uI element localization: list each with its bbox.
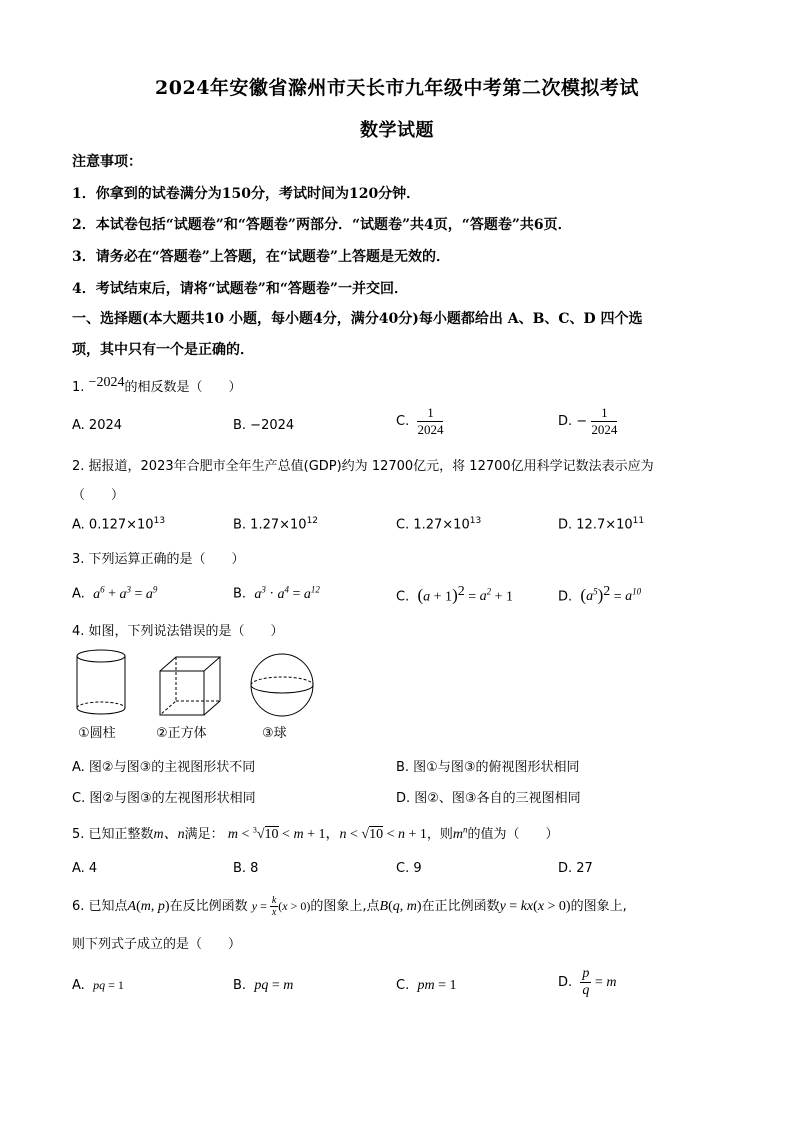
question-2-option-a: A. $0.127\times 10^{13}$ (72, 516, 166, 533)
question-3-option-c: C. $(a + 1)^2 = a^2 + 1$ (396, 584, 514, 605)
question-4-option-b: B. 图①与图③的俯视图形状相同 (396, 760, 580, 775)
question-1-option-b: B. −2024 (233, 418, 295, 433)
cylinder-label: ①圆柱 (78, 726, 116, 741)
exam-subtitle: 数学试题 (360, 120, 434, 141)
fraction: $\frac{1}{2024}$ (591, 405, 618, 437)
question-3-option-b: B. $a^3 \cdot a^4 = a^{12}$ (233, 584, 320, 602)
note-item-1: 1．你拿到的试卷满分为150分，考试时间为120分钟． (72, 186, 421, 202)
section-heading-line1: 一、选择题(本大题共10 小题，每小题4分，满分40分)每小题都给出 A、B、C、D 四个选 (72, 311, 643, 327)
question-5-stem: 5. 已知正整数m、n满足： m < $^3$√10 < m + 1，n < √10 < n + 1，则$m^n$的值为（ ） (72, 824, 559, 842)
question-6-option-b: B. pq = m (233, 978, 294, 993)
question-2-option-b: B. $1.27\times 10^{12}$ (233, 516, 319, 533)
section-heading-line2: 项，其中只有一个是正确的． (72, 342, 254, 358)
fraction: $\frac{1}{2024}$ (417, 405, 444, 437)
question-6-option-c: C. pm = 1 (396, 978, 457, 993)
question-1-option-d: D. − $\frac{1}{2024}$ (558, 405, 618, 437)
cylinder-figure (74, 648, 130, 718)
question-1-option-a: A. 2024 (72, 418, 123, 433)
question-1-option-c: C. $\frac{1}{2024}$ (396, 405, 444, 437)
question-6-stem: 6. 已知点A(m, p)在反比例函数 y = $\frac{k}{x}$ (x > 0)的图象上,点B(q, m)在正比例函数y = kx(x > 0)的图象上, (72, 895, 627, 918)
question-3-option-a: A. $a^6 + a^3 = a^9$ (72, 584, 158, 602)
question-3-stem: 3. 下列运算正确的是（ ） (72, 552, 245, 567)
question-4-option-a: A. 图②与图③的主视图形状不同 (72, 760, 256, 775)
cube-label: ②正方体 (156, 726, 207, 741)
question-3-option-d: D. $(a^5)^2 = a^{10}$ (558, 584, 642, 605)
sphere-figure (249, 652, 315, 718)
note-item-2: 2．本试卷包括“试题卷”和“答题卷”两部分．“试题卷”共4页，“答题卷”共6页． (72, 217, 572, 233)
exam-title: 2024年安徽省滁州市天长市九年级中考第二次模拟考试 (155, 77, 639, 99)
question-2-stem: 2. 据报道，2023年合肥市全年生产总值(GDP)约为 12700亿元，将 12700亿用科学记数法表示应为 (72, 459, 654, 474)
question-6-option-a: A. pq = 1 (72, 978, 124, 993)
question-5-option-b: B. 8 (233, 861, 259, 876)
question-5-option-c: C. 9 (396, 861, 422, 876)
question-4-stem: 4. 如图，下列说法错误的是（ ） (72, 624, 284, 639)
question-2-option-c: C. $1.27\times 10^{13}$ (396, 516, 482, 533)
question-2-option-d: D. $12.7\times 10^{11}$ (558, 516, 645, 533)
sphere-label: ③球 (262, 726, 287, 741)
question-2-stem-cont: （ ） (72, 488, 125, 503)
cube-figure (158, 655, 222, 717)
note-item-3: 3．请务必在“答题卷”上答题，在“试题卷”上答题是无效的． (72, 249, 450, 265)
question-4-option-c: C. 图②与图③的左视图形状相同 (72, 791, 256, 806)
question-5-option-a: A. 4 (72, 861, 98, 876)
question-6-option-d: D. $\frac{p}{q}$ = m (558, 966, 617, 998)
question-1-stem: 1. −2024的相反数是（ ） (72, 375, 242, 395)
question-5-option-d: D. 27 (558, 861, 593, 876)
note-item-4: 4．考试结束后，请将“试题卷”和“答题卷”一并交回． (72, 281, 408, 297)
notes-heading: 注意事项： (72, 154, 142, 170)
question-4-option-d: D. 图②、图③各自的三视图相同 (396, 791, 581, 806)
question-6-stem-cont: 则下列式子成立的是（ ） (72, 937, 242, 952)
